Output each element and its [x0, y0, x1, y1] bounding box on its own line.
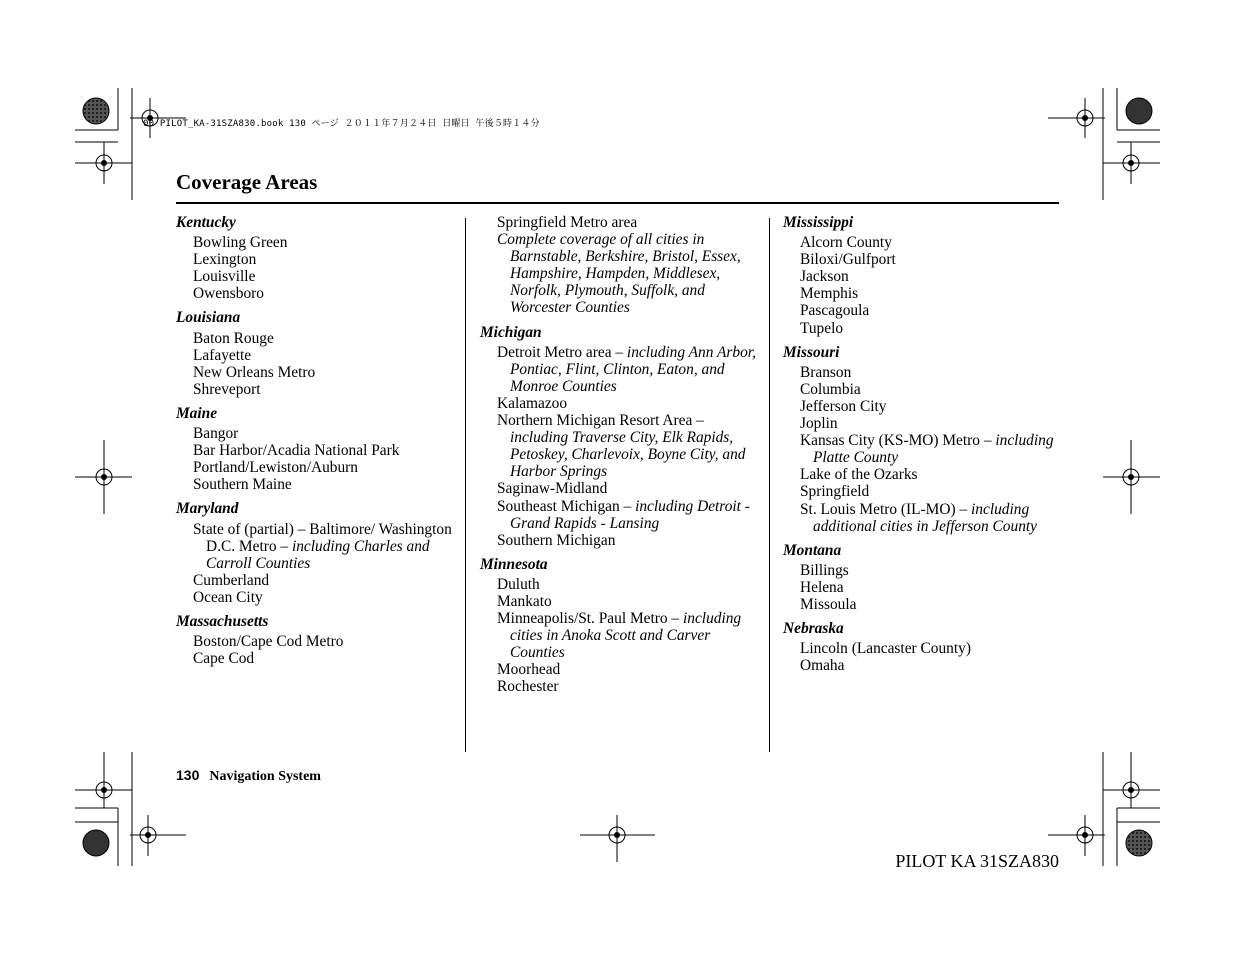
- coverage-item: [176, 459, 461, 476]
- coverage-item-name: Cumberland: [193, 571, 270, 589]
- coverage-item: [783, 302, 1068, 319]
- coverage-item: [480, 344, 763, 395]
- coverage-item: [480, 576, 763, 593]
- column-3: [783, 214, 1068, 674]
- coverage-item-note: – including additional cities in Jefferson County: [813, 500, 1037, 535]
- solid-dot-mark: [1126, 98, 1152, 124]
- coverage-item-name: Lincoln (Lancaster County): [800, 640, 971, 658]
- coverage-item-name: Bangor: [193, 425, 239, 443]
- model-code: PILOT KA 31SZA830: [895, 851, 1059, 871]
- footer-label: Navigation System: [209, 769, 321, 784]
- coverage-item: [176, 234, 461, 251]
- coverage-item-name: Kalamazoo: [497, 394, 568, 412]
- coverage-item-note: – including Ann Arbor, Pontiac, Flint, Clinton, Eaton, and Monroe Counties: [510, 343, 756, 395]
- state-heading: Maine: [176, 404, 218, 422]
- coverage-item: [783, 398, 1068, 415]
- coverage-item: [783, 483, 1068, 500]
- column-2: [480, 214, 763, 696]
- state-heading: Massachusetts: [176, 612, 269, 630]
- coverage-item-name: Owensboro: [193, 285, 264, 303]
- coverage-item: [480, 231, 763, 316]
- coverage-item: [176, 425, 461, 442]
- coverage-item-name: Northern Michigan Resort Area –: [497, 412, 704, 430]
- coverage-item: [176, 285, 461, 302]
- coverage-item: [480, 661, 763, 678]
- coverage-item: [176, 589, 461, 606]
- coverage-item-name: Springfield: [800, 483, 870, 501]
- coverage-item-name: Tupelo: [800, 319, 844, 337]
- coverage-item-name: Helena: [800, 578, 844, 596]
- coverage-item-name: Shreveport: [193, 380, 261, 398]
- coverage-item-name: Lafayette: [193, 346, 252, 364]
- title-rule: [176, 202, 1059, 204]
- coverage-item: [480, 412, 763, 480]
- coverage-item: [783, 364, 1068, 381]
- coverage-item: [176, 268, 461, 285]
- coverage-item: [176, 330, 461, 347]
- coverage-item: [480, 214, 763, 231]
- coverage-item: [783, 562, 1068, 579]
- coverage-item-name: Bar Harbor/Acadia National Park: [193, 442, 400, 460]
- coverage-item-name: Southeast Michigan: [497, 497, 620, 515]
- coverage-item: [480, 480, 763, 497]
- coverage-item: [783, 432, 1068, 466]
- coverage-item-name: New Orleans Metro: [193, 363, 316, 381]
- coverage-item-name: Missoula: [800, 595, 857, 613]
- coverage-item-name: Duluth: [497, 575, 540, 593]
- coverage-item-name: Lexington: [193, 251, 257, 269]
- coverage-item-name: Columbia: [800, 380, 861, 398]
- coverage-item-name: Jackson: [800, 268, 849, 286]
- coverage-item: [480, 678, 763, 695]
- column-divider: [465, 218, 466, 752]
- coverage-item-name: Billings: [800, 561, 849, 579]
- coverage-item: [176, 650, 461, 667]
- coverage-item: [480, 532, 763, 549]
- coverage-item: [783, 579, 1068, 596]
- coverage-item-name: Memphis: [800, 285, 859, 303]
- column-1: [176, 214, 461, 667]
- coverage-item-name: Baton Rouge: [193, 329, 274, 347]
- coverage-item-name: St. Louis Metro (IL-MO): [800, 500, 956, 518]
- coverage-item: [480, 593, 763, 610]
- coverage-item-name: Detroit Metro area: [497, 343, 612, 361]
- coverage-item: [783, 268, 1068, 285]
- coverage-item: [783, 381, 1068, 398]
- coverage-item: [480, 395, 763, 412]
- state-heading: Maryland: [176, 500, 239, 518]
- state-heading: Michigan: [480, 323, 542, 341]
- state-heading: Mississippi: [783, 214, 854, 231]
- coverage-item-name: Cape Cod: [193, 650, 255, 668]
- coverage-item-name: Joplin: [800, 415, 838, 433]
- coverage-item: [480, 498, 763, 532]
- page-footer: [176, 767, 321, 785]
- coverage-item: [176, 442, 461, 459]
- coverage-item-note: including cities in Anoka Scott and Carver Counties: [510, 610, 742, 662]
- coverage-item-name: Moorhead: [497, 661, 561, 679]
- column-divider: [769, 218, 770, 752]
- coverage-item: [783, 640, 1068, 657]
- coverage-item-note: Complete coverage of all cities in Barnstable, Berkshire, Bristol, Essex, Hampshire, Hampden, Middlesex, Norfolk, Plymouth, Suffolk, and Worcester Counties: [497, 231, 741, 317]
- state-heading: Louisiana: [176, 309, 241, 327]
- coverage-item: [783, 234, 1068, 251]
- coverage-item-note: including Platte County: [813, 432, 1054, 467]
- solid-dot-mark: [83, 830, 109, 856]
- coverage-item: [176, 251, 461, 268]
- coverage-item: [176, 476, 461, 493]
- state-heading: Montana: [783, 541, 842, 559]
- starburst-mark: [83, 98, 109, 124]
- starburst-mark: [1126, 830, 1152, 856]
- coverage-item-name: Mankato: [497, 592, 552, 610]
- coverage-item-name: Biloxi/Gulfport: [800, 251, 896, 269]
- coverage-item: [783, 285, 1068, 302]
- coverage-item: [176, 347, 461, 364]
- coverage-item: [783, 415, 1068, 432]
- coverage-item: [783, 251, 1068, 268]
- coverage-item: [176, 364, 461, 381]
- coverage-item: [176, 572, 461, 589]
- coverage-item-name: Boston/Cape Cod Metro: [193, 633, 344, 651]
- coverage-item: [176, 633, 461, 650]
- coverage-item-name: Jefferson City: [800, 397, 887, 415]
- coverage-item-note: – including Detroit - Grand Rapids - Lansing: [510, 497, 750, 532]
- coverage-item-note: – including Charles and Carroll Counties: [206, 537, 430, 572]
- coverage-item: [783, 466, 1068, 483]
- coverage-item: [176, 381, 461, 398]
- state-heading: Kentucky: [176, 214, 236, 231]
- coverage-item: [783, 320, 1068, 337]
- state-heading: Minnesota: [480, 555, 548, 573]
- coverage-item: [480, 610, 763, 661]
- registration-mark-bottom-center: [580, 815, 655, 862]
- coverage-item-name: Branson: [800, 363, 852, 381]
- coverage-item: [176, 521, 461, 572]
- coverage-item-name: Saginaw-Midland: [497, 480, 608, 498]
- coverage-item-name: Southern Michigan: [497, 531, 616, 549]
- coverage-item-name: Louisville: [193, 268, 256, 286]
- coverage-item-name: Omaha: [800, 657, 845, 675]
- coverage-item: [783, 501, 1068, 535]
- coverage-item-name: Portland/Lewiston/Auburn: [193, 459, 359, 477]
- coverage-item: [783, 657, 1068, 674]
- print-header-meta: 00 PILOT_KA-31SZA830.book 130 ページ ２０１１年７月２４日 日曜日 午後５時１４分: [143, 119, 540, 129]
- coverage-item-name: Pascagoula: [800, 302, 870, 320]
- state-heading: Nebraska: [783, 620, 844, 638]
- coverage-item-name: Lake of the Ozarks: [800, 466, 918, 484]
- coverage-item-name: Bowling Green: [193, 234, 288, 252]
- page-number: 130: [176, 767, 200, 783]
- coverage-item-name: Minneapolis/St. Paul Metro –: [497, 610, 680, 628]
- coverage-item-name: Springfield Metro area: [497, 214, 638, 231]
- coverage-item-note: including Traverse City, Elk Rapids, Petoskey, Charlevoix, Boyne City, and Harbor Springs: [510, 429, 746, 481]
- page-title: Coverage Areas: [176, 170, 318, 194]
- coverage-item: [783, 596, 1068, 613]
- coverage-item-name: Rochester: [497, 678, 559, 696]
- coverage-item-name: Alcorn County: [800, 234, 892, 252]
- coverage-item-name: State of (partial) – Baltimore/ Washington D.C. Metro: [193, 520, 452, 555]
- coverage-item-name: Kansas City (KS-MO) Metro –: [800, 432, 992, 450]
- coverage-item-name: Ocean City: [193, 588, 263, 606]
- state-heading: Missouri: [783, 343, 840, 361]
- coverage-item-name: Southern Maine: [193, 476, 292, 494]
